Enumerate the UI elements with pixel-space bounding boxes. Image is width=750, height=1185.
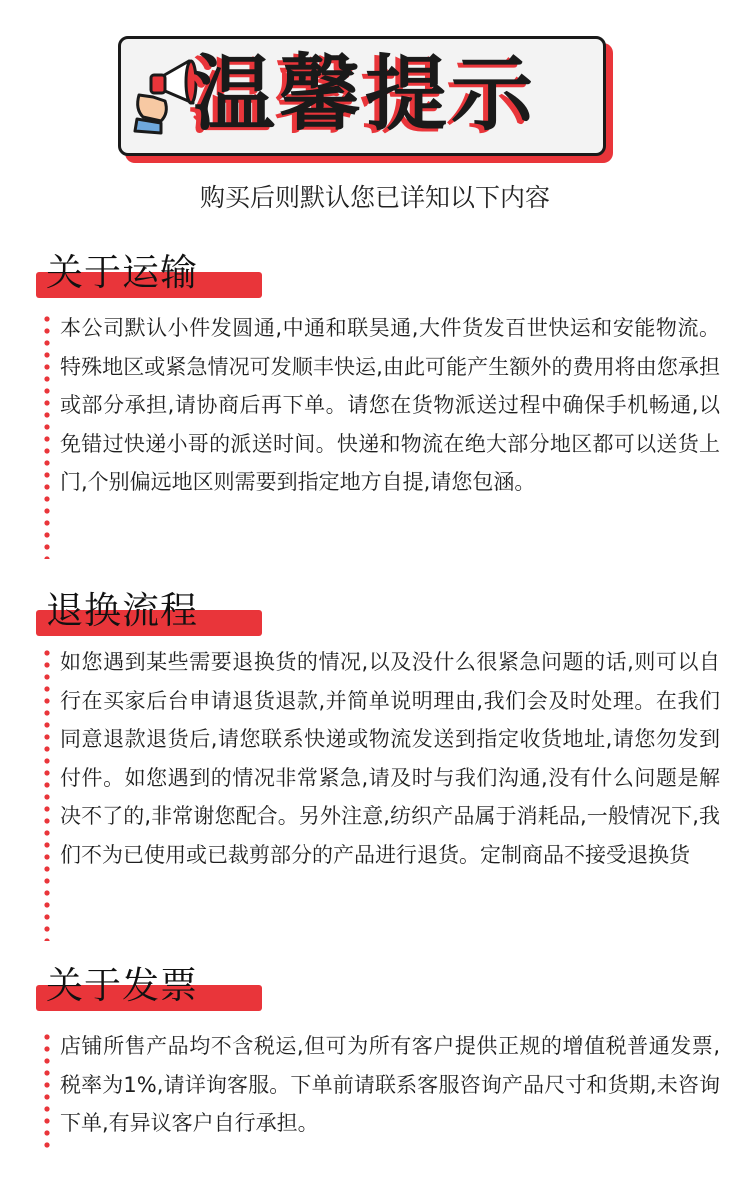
dotted-divider (44, 647, 50, 941)
section-body-invoice (44, 1027, 724, 1153)
dotted-divider (44, 313, 50, 559)
section-heading-shipping (36, 242, 262, 298)
section-paragraph: 本公司默认小件发圆通,中通和联昊通,大件货发百世快运和安能物流。特殊地区或紧急情况可发顺丰快运,由此可能产生额外的费用将由您承担或部分承担,请协商后再下单。请您在货物派送过程中确保手机畅通,以免错过快递小哥的派送时间。快递和物流在绝大部分地区都可以送货上门,个别偏远地区则需要到指定地方自提,请您包涵。 (60, 316, 720, 494)
section-heading-label: 关于运输 (46, 251, 198, 294)
section-paragraph: 如您遇到某些需要退换货的情况,以及没什么很紧急问题的话,则可以自行在买家后台申请退货退款,并简单说明理由,我们会及时处理。在我们同意退款退货后,请您联系快递或物流发送到指定收货地址,请您勿发到付件。如您遇到的情况非常紧急,请及时与我们沟通,没有什么问题是解决不了的,非常谢您配合。另外注意,纺织产品属于消耗品,一般情况下,我们不为已使用或已裁剪部分的产品进行退货。定制商品不接受退换货 (60, 650, 720, 867)
section-heading-returns (36, 580, 262, 636)
dotted-divider (44, 1031, 50, 1149)
section-heading-label: 关于发票 (46, 964, 198, 1007)
section-heading-invoice (36, 955, 262, 1011)
title-banner (118, 36, 606, 156)
banner-title: 温馨提示 (193, 47, 538, 142)
section-paragraph: 店铺所售产品均不含税运,但可为所有客户提供正规的增值税普通发票,税率为1%,请详询客服。下单前请联系客服咨询产品尺寸和货期,未咨询下单,有异议客户自行承担。 (60, 1034, 720, 1135)
subtitle: 购买后则默认您已详知以下内容 (199, 183, 550, 212)
section-heading-label: 退换流程 (46, 589, 198, 632)
section-body-shipping (44, 309, 724, 563)
section-body-returns (44, 643, 724, 945)
